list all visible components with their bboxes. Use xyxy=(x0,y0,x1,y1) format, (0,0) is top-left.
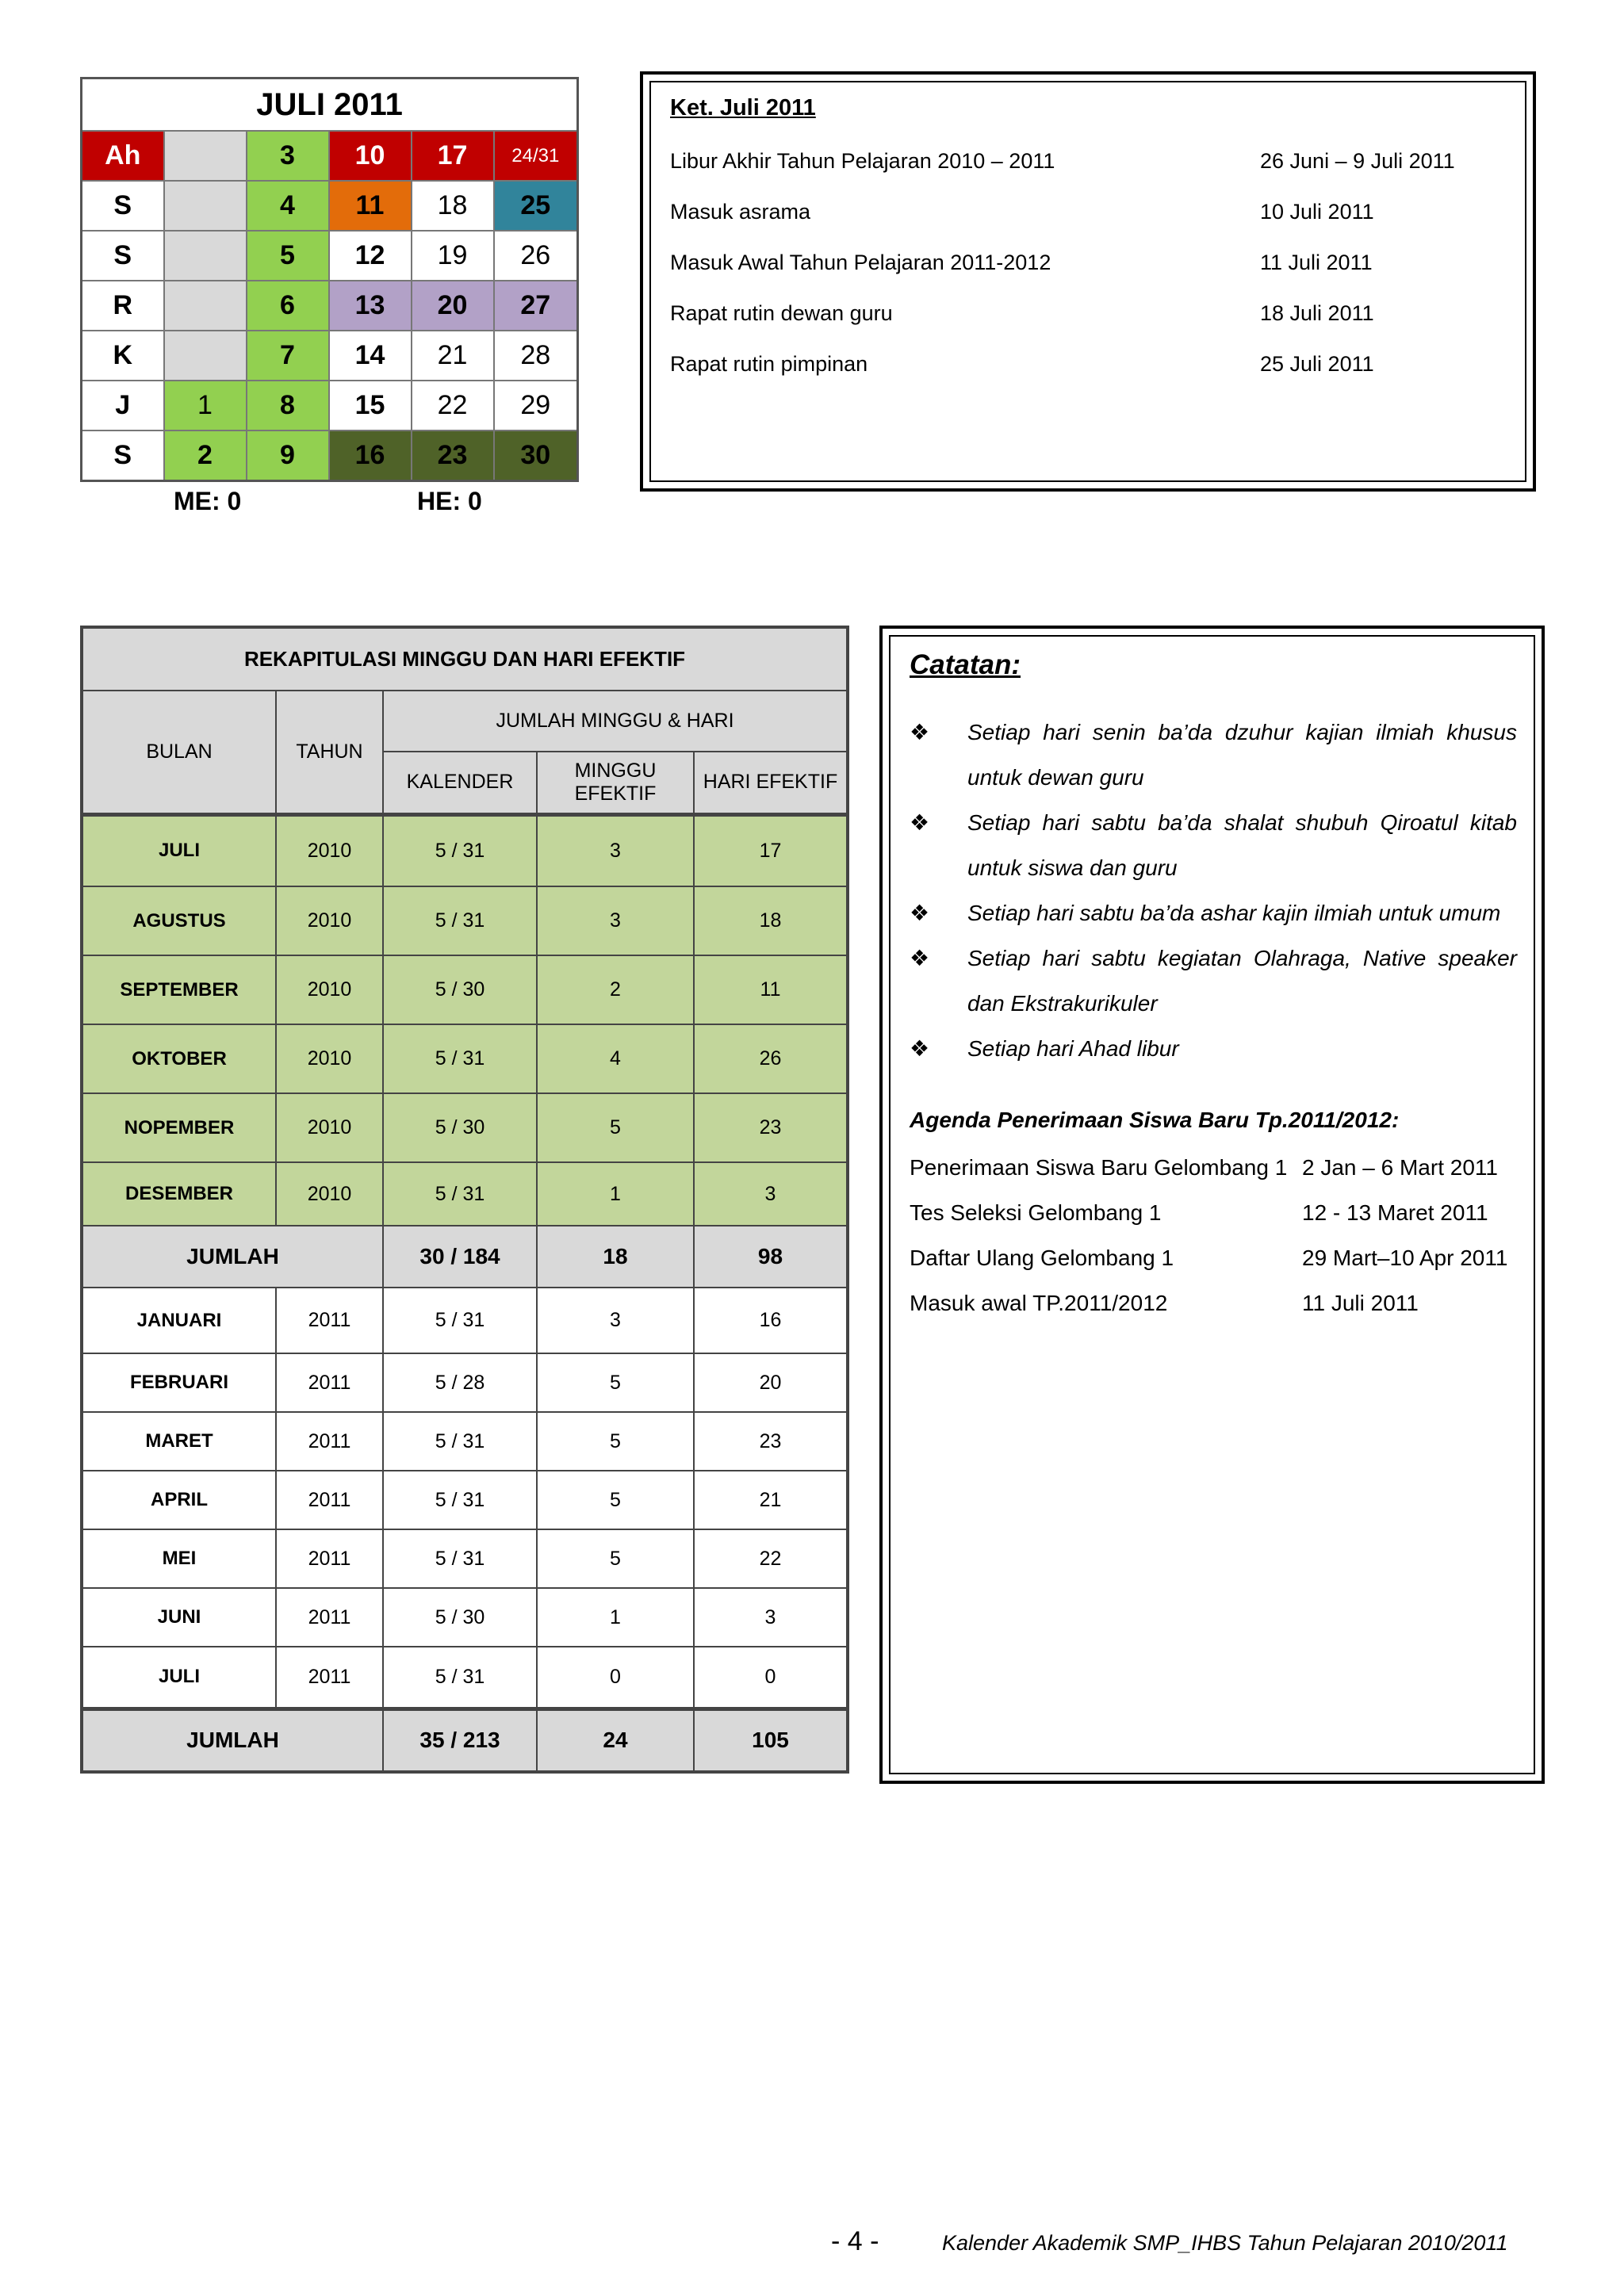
keterangan-date: 10 Juli 2011 xyxy=(1260,200,1374,224)
keterangan-item xyxy=(670,200,1511,224)
catatan-item xyxy=(910,1026,1517,1071)
diamond-bullet-icon: ❖ xyxy=(910,1036,930,1061)
header-jumlah-minggu-hari: JUMLAH MINGGU & HARI xyxy=(383,691,848,752)
total-row xyxy=(82,1226,848,1288)
calendar-cell: 25 xyxy=(494,181,578,231)
calendar-cell: 14 xyxy=(329,331,412,381)
cell-hari: 20 xyxy=(694,1353,848,1412)
calendar-cell xyxy=(164,331,247,381)
calendar-july-2011 xyxy=(80,77,576,522)
cell-hari: 23 xyxy=(694,1412,848,1471)
table-row xyxy=(82,814,848,886)
cell-kalender: 5 / 31 xyxy=(383,1288,537,1353)
day-label-kamis: K xyxy=(82,331,164,381)
cell-hari: 23 xyxy=(694,1093,848,1162)
keterangan-label: Libur Akhir Tahun Pelajaran 2010 – 2011 xyxy=(670,149,1055,173)
agenda-title: Agenda Penerimaan Siswa Baru Tp.2011/2012: xyxy=(910,1108,1400,1132)
cell-tahun: 2011 xyxy=(276,1588,383,1647)
cell-bulan: AGUSTUS xyxy=(82,886,276,955)
calendar-cell: 29 xyxy=(494,381,578,430)
keterangan-label: Masuk asrama xyxy=(670,200,811,224)
agenda-label: Tes Seleksi Gelombang 1 xyxy=(910,1200,1162,1225)
agenda-item xyxy=(910,1246,1528,1271)
keterangan-item xyxy=(670,251,1511,275)
total-kalender: 35 / 213 xyxy=(383,1709,537,1772)
total-row xyxy=(82,1709,848,1772)
calendar-cell: 17 xyxy=(412,131,494,181)
calendar-title: JULI 2011 xyxy=(82,78,578,132)
cell-tahun: 2011 xyxy=(276,1288,383,1353)
total-hari: 98 xyxy=(694,1226,848,1288)
header-hari-efektif: HARI EFEKTIF xyxy=(694,752,848,814)
cell-tahun: 2011 xyxy=(276,1353,383,1412)
cell-kalender: 5 / 31 xyxy=(383,1529,537,1588)
total-label: JUMLAH xyxy=(82,1709,383,1772)
catatan-item xyxy=(910,890,1517,936)
catatan-item xyxy=(910,936,1517,1026)
calendar-cell xyxy=(164,231,247,281)
cell-hari: 18 xyxy=(694,886,848,955)
catatan-text: Setiap hari sabtu kegiatan Olahraga, Native speaker dan Ekstrakurikuler xyxy=(967,946,1517,1016)
cell-kalender: 5 / 28 xyxy=(383,1353,537,1412)
calendar-cell: 5 xyxy=(247,231,329,281)
calendar-cell: 28 xyxy=(494,331,578,381)
cell-minggu: 1 xyxy=(537,1588,694,1647)
header-minggu-line2: EFEKTIF xyxy=(574,782,657,805)
day-label-senin: S xyxy=(82,181,164,231)
cell-tahun: 2011 xyxy=(276,1647,383,1709)
catatan-text: Setiap hari Ahad libur xyxy=(967,1036,1179,1061)
keterangan-title: Ket. Juli 2011 xyxy=(670,95,816,121)
agenda-item xyxy=(910,1291,1528,1316)
table-row xyxy=(82,1647,848,1709)
header-bulan: BULAN xyxy=(82,691,276,814)
header-minggu-efektif xyxy=(537,752,694,814)
catatan-item xyxy=(910,800,1517,890)
keterangan-item xyxy=(670,301,1511,326)
table-row xyxy=(82,1471,848,1529)
day-label-rabu: R xyxy=(82,281,164,331)
cell-minggu: 5 xyxy=(537,1093,694,1162)
total-minggu: 18 xyxy=(537,1226,694,1288)
cell-hari: 3 xyxy=(694,1588,848,1647)
cell-minggu: 0 xyxy=(537,1647,694,1709)
cell-kalender: 5 / 31 xyxy=(383,1162,537,1226)
keterangan-item xyxy=(670,352,1511,377)
agenda-date: 29 Mart–10 Apr 2011 xyxy=(1302,1246,1508,1270)
catatan-list xyxy=(910,710,1517,1071)
cell-bulan: JULI xyxy=(82,1647,276,1709)
cell-tahun: 2011 xyxy=(276,1471,383,1529)
cell-kalender: 5 / 31 xyxy=(383,886,537,955)
cell-tahun: 2010 xyxy=(276,955,383,1024)
calendar-cell xyxy=(164,181,247,231)
calendar-cell: 19 xyxy=(412,231,494,281)
agenda-label: Masuk awal TP.2011/2012 xyxy=(910,1291,1168,1315)
calendar-cell: 23 xyxy=(412,430,494,481)
day-label-ahad: Ah xyxy=(82,131,164,181)
cell-kalender: 5 / 30 xyxy=(383,955,537,1024)
table-row xyxy=(82,886,848,955)
catatan-text: Setiap hari sabtu ba’da shalat shubuh Qiroatul kitab untuk siswa dan guru xyxy=(967,810,1517,880)
rekapitulasi-table xyxy=(80,626,849,1774)
calendar-cell xyxy=(164,281,247,331)
keterangan-date: 18 Juli 2011 xyxy=(1260,301,1374,325)
calendar-cell: 16 xyxy=(329,430,412,481)
header-tahun: TAHUN xyxy=(276,691,383,814)
total-kalender: 30 / 184 xyxy=(383,1226,537,1288)
keterangan-label: Masuk Awal Tahun Pelajaran 2011-2012 xyxy=(670,251,1051,274)
cell-bulan: JANUARI xyxy=(82,1288,276,1353)
cell-bulan: OKTOBER xyxy=(82,1024,276,1093)
keterangan-inner-border xyxy=(649,81,1526,482)
cell-tahun: 2010 xyxy=(276,814,383,886)
agenda-date: 12 - 13 Maret 2011 xyxy=(1302,1200,1488,1225)
cell-tahun: 2010 xyxy=(276,1162,383,1226)
cell-hari: 22 xyxy=(694,1529,848,1588)
cell-kalender: 5 / 31 xyxy=(383,1471,537,1529)
calendar-cell: 22 xyxy=(412,381,494,430)
cell-bulan: MARET xyxy=(82,1412,276,1471)
cell-minggu: 5 xyxy=(537,1412,694,1471)
agenda-item xyxy=(910,1200,1528,1226)
day-label-sabtu: S xyxy=(82,430,164,481)
cell-kalender: 5 / 31 xyxy=(383,1412,537,1471)
calendar-cell: 7 xyxy=(247,331,329,381)
cell-minggu: 5 xyxy=(537,1353,694,1412)
cell-bulan: JUNI xyxy=(82,1588,276,1647)
cell-bulan: DESEMBER xyxy=(82,1162,276,1226)
agenda-date: 11 Juli 2011 xyxy=(1302,1291,1419,1315)
cell-bulan: NOPEMBER xyxy=(82,1093,276,1162)
table-row xyxy=(82,1529,848,1588)
header-kalender: KALENDER xyxy=(383,752,537,814)
table-row xyxy=(82,1288,848,1353)
agenda-date: 2 Jan – 6 Mart 2011 xyxy=(1302,1155,1498,1180)
cell-minggu: 1 xyxy=(537,1162,694,1226)
catatan-text: Setiap hari senin ba’da dzuhur kajian ilmiah khusus untuk dewan guru xyxy=(967,720,1517,790)
day-label-selasa: S xyxy=(82,231,164,281)
minggu-efektif-count: ME: 0 xyxy=(174,487,242,515)
cell-bulan: FEBRUARI xyxy=(82,1353,276,1412)
page-number: - 4 - xyxy=(831,2226,879,2256)
table-row xyxy=(82,1412,848,1471)
cell-kalender: 5 / 31 xyxy=(383,814,537,886)
cell-minggu: 5 xyxy=(537,1471,694,1529)
calendar-cell: 20 xyxy=(412,281,494,331)
calendar-cell: 9 xyxy=(247,430,329,481)
keterangan-date: 25 Juli 2011 xyxy=(1260,352,1374,376)
calendar-cell: 13 xyxy=(329,281,412,331)
calendar-cell: 15 xyxy=(329,381,412,430)
cell-bulan: SEPTEMBER xyxy=(82,955,276,1024)
calendar-cell: 4 xyxy=(247,181,329,231)
diamond-bullet-icon: ❖ xyxy=(910,901,930,925)
calendar-grid xyxy=(80,77,579,482)
cell-kalender: 5 / 30 xyxy=(383,1588,537,1647)
keterangan-date: 11 Juli 2011 xyxy=(1260,251,1373,274)
cell-tahun: 2011 xyxy=(276,1412,383,1471)
cell-minggu: 3 xyxy=(537,886,694,955)
calendar-cell: 24/31 xyxy=(494,131,578,181)
calendar-cell: 2 xyxy=(164,430,247,481)
total-hari: 105 xyxy=(694,1709,848,1772)
rekap-title: REKAPITULASI MINGGU DAN HARI EFEKTIF xyxy=(82,627,848,691)
diamond-bullet-icon: ❖ xyxy=(910,810,930,835)
cell-hari: 26 xyxy=(694,1024,848,1093)
cell-tahun: 2010 xyxy=(276,886,383,955)
cell-minggu: 3 xyxy=(537,1288,694,1353)
calendar-cell: 12 xyxy=(329,231,412,281)
table-row xyxy=(82,1353,848,1412)
keterangan-item xyxy=(670,149,1511,174)
table-row xyxy=(82,955,848,1024)
calendar-cell: 26 xyxy=(494,231,578,281)
catatan-box xyxy=(879,626,1545,1784)
calendar-summary xyxy=(80,482,576,522)
calendar-cell: 11 xyxy=(329,181,412,231)
calendar-cell xyxy=(164,131,247,181)
cell-hari: 17 xyxy=(694,814,848,886)
agenda-label: Penerimaan Siswa Baru Gelombang 1 xyxy=(910,1155,1288,1180)
calendar-cell: 10 xyxy=(329,131,412,181)
cell-bulan: APRIL xyxy=(82,1471,276,1529)
catatan-title: Catatan: xyxy=(910,649,1021,680)
table-row xyxy=(82,1588,848,1647)
cell-kalender: 5 / 31 xyxy=(383,1024,537,1093)
calendar-cell: 8 xyxy=(247,381,329,430)
calendar-cell: 27 xyxy=(494,281,578,331)
table-row xyxy=(82,1024,848,1093)
cell-hari: 16 xyxy=(694,1288,848,1353)
header-minggu-line1: MINGGU xyxy=(574,759,657,782)
cell-tahun: 2010 xyxy=(276,1093,383,1162)
total-label: JUMLAH xyxy=(82,1226,383,1288)
cell-minggu: 4 xyxy=(537,1024,694,1093)
cell-hari: 0 xyxy=(694,1647,848,1709)
calendar-cell: 3 xyxy=(247,131,329,181)
cell-minggu: 3 xyxy=(537,814,694,886)
table-row xyxy=(82,1162,848,1226)
cell-kalender: 5 / 30 xyxy=(383,1093,537,1162)
calendar-cell: 1 xyxy=(164,381,247,430)
cell-kalender: 5 / 31 xyxy=(383,1647,537,1709)
hari-efektif-count: HE: 0 xyxy=(417,487,482,515)
cell-hari: 21 xyxy=(694,1471,848,1529)
diamond-bullet-icon: ❖ xyxy=(910,946,930,970)
agenda-item xyxy=(910,1155,1528,1181)
cell-bulan: MEI xyxy=(82,1529,276,1588)
cell-hari: 3 xyxy=(694,1162,848,1226)
cell-minggu: 5 xyxy=(537,1529,694,1588)
calendar-cell: 21 xyxy=(412,331,494,381)
table-row xyxy=(82,1093,848,1162)
keterangan-label: Rapat rutin pimpinan xyxy=(670,352,868,376)
cell-hari: 11 xyxy=(694,955,848,1024)
keterangan-label: Rapat rutin dewan guru xyxy=(670,301,893,325)
cell-minggu: 2 xyxy=(537,955,694,1024)
catatan-text: Setiap hari sabtu ba’da ashar kajin ilmiah untuk umum xyxy=(967,901,1501,925)
agenda-label: Daftar Ulang Gelombang 1 xyxy=(910,1246,1174,1270)
cell-tahun: 2011 xyxy=(276,1529,383,1588)
diamond-bullet-icon: ❖ xyxy=(910,720,930,744)
total-minggu: 24 xyxy=(537,1709,694,1772)
cell-tahun: 2010 xyxy=(276,1024,383,1093)
catatan-item xyxy=(910,710,1517,800)
rekap-grid xyxy=(80,626,849,1774)
day-label-jumat: J xyxy=(82,381,164,430)
calendar-cell: 18 xyxy=(412,181,494,231)
calendar-cell: 6 xyxy=(247,281,329,331)
calendar-cell: 30 xyxy=(494,430,578,481)
footer-title: Kalender Akademik SMP_IHBS Tahun Pelajaran 2010/2011 xyxy=(942,2231,1508,2255)
keterangan-date: 26 Juni – 9 Juli 2011 xyxy=(1260,149,1455,173)
keterangan-box xyxy=(640,71,1536,492)
cell-bulan: JULI xyxy=(82,814,276,886)
